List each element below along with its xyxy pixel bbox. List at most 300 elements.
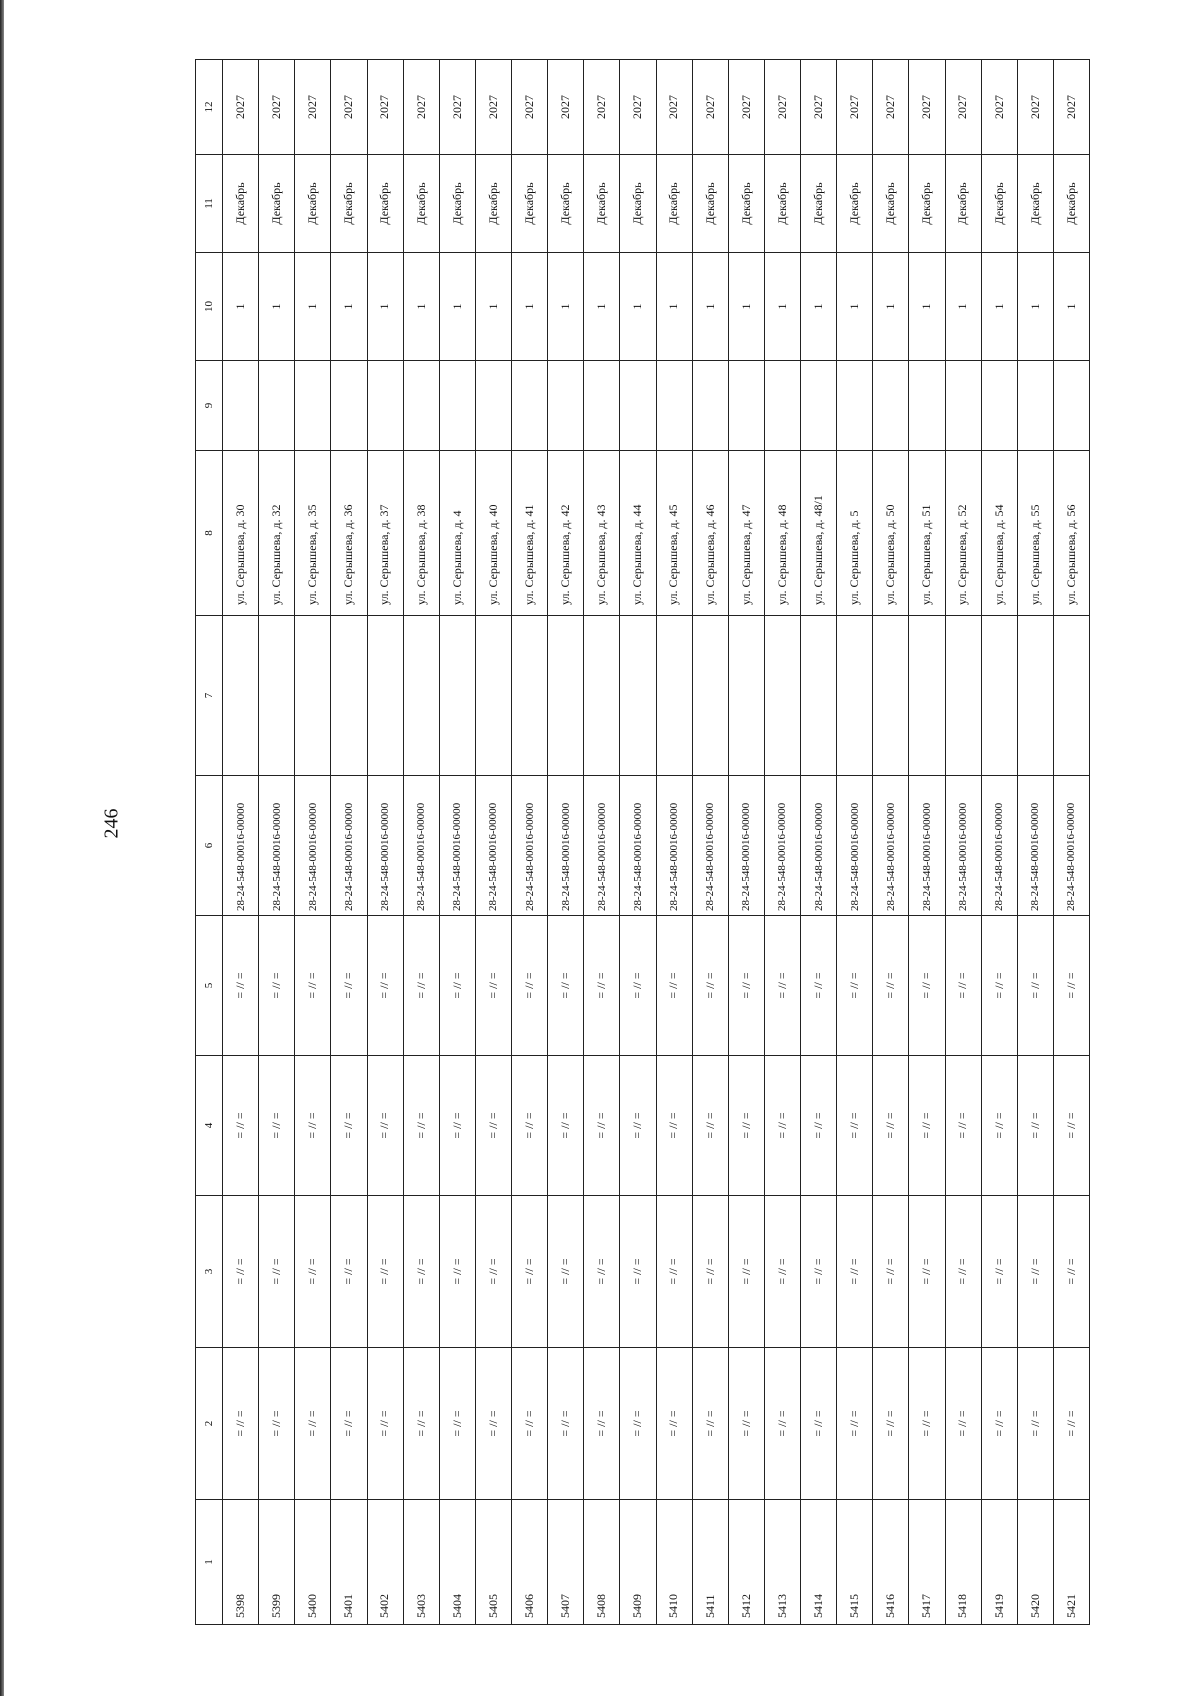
table-cell-col-8: ул. Серышева, д. 48/1 bbox=[801, 451, 837, 616]
table-cell-col-3: = // = bbox=[295, 1196, 331, 1348]
table-cell-col-11: Декабрь bbox=[620, 155, 656, 253]
column-header-6: 6 bbox=[196, 776, 223, 916]
table-cell-col-9 bbox=[259, 361, 295, 451]
table-cell-col-6: 28-24-548-00016-00000 bbox=[548, 776, 584, 916]
table-cell-col-1: 5417 bbox=[909, 1500, 945, 1625]
table-row bbox=[295, 60, 331, 1625]
page-number: 246 bbox=[100, 808, 123, 839]
table-cell-col-12: 2027 bbox=[692, 60, 728, 155]
table-cell-col-4: = // = bbox=[656, 1056, 692, 1196]
column-header-5: 5 bbox=[196, 916, 223, 1056]
table-cell-col-11: Декабрь bbox=[728, 155, 764, 253]
table-cell-col-4: = // = bbox=[512, 1056, 548, 1196]
table-cell-col-10: 1 bbox=[548, 253, 584, 361]
table-row bbox=[692, 60, 728, 1625]
table-cell-col-8: ул. Серышева, д. 30 bbox=[223, 451, 259, 616]
table-cell-col-10: 1 bbox=[584, 253, 620, 361]
table-cell-col-8: ул. Серышева, д. 38 bbox=[403, 451, 439, 616]
table-cell-col-10: 1 bbox=[295, 253, 331, 361]
table-cell-col-12: 2027 bbox=[1017, 60, 1053, 155]
table-cell-col-10: 1 bbox=[692, 253, 728, 361]
table-cell-col-3: = // = bbox=[981, 1196, 1017, 1348]
table-cell-col-10: 1 bbox=[873, 253, 909, 361]
table-cell-col-10: 1 bbox=[1053, 253, 1089, 361]
table-row bbox=[764, 60, 800, 1625]
table-row bbox=[439, 60, 475, 1625]
table-cell-col-10: 1 bbox=[223, 253, 259, 361]
table-row bbox=[837, 60, 873, 1625]
table-cell-col-9 bbox=[945, 361, 981, 451]
table-cell-col-6: 28-24-548-00016-00000 bbox=[728, 776, 764, 916]
table-cell-col-6: 28-24-548-00016-00000 bbox=[764, 776, 800, 916]
table-cell-col-12: 2027 bbox=[223, 60, 259, 155]
table-cell-col-8: ул. Серышева, д. 50 bbox=[873, 451, 909, 616]
table-cell-col-5: = // = bbox=[584, 916, 620, 1056]
table-cell-col-7 bbox=[584, 616, 620, 776]
table-row bbox=[909, 60, 945, 1625]
table-cell-col-11: Декабрь bbox=[801, 155, 837, 253]
table-cell-col-9 bbox=[1053, 361, 1089, 451]
column-header-10: 10 bbox=[196, 253, 223, 361]
table-cell-col-7 bbox=[1017, 616, 1053, 776]
table-cell-col-3: = // = bbox=[620, 1196, 656, 1348]
table-row bbox=[945, 60, 981, 1625]
table-cell-col-10: 1 bbox=[945, 253, 981, 361]
table-cell-col-1: 5408 bbox=[584, 1500, 620, 1625]
table-cell-col-11: Декабрь bbox=[259, 155, 295, 253]
table-cell-col-2: = // = bbox=[801, 1348, 837, 1500]
table-cell-col-11: Декабрь bbox=[909, 155, 945, 253]
table-cell-col-12: 2027 bbox=[656, 60, 692, 155]
table-cell-col-10: 1 bbox=[331, 253, 367, 361]
table-cell-col-6: 28-24-548-00016-00000 bbox=[981, 776, 1017, 916]
table-row bbox=[656, 60, 692, 1625]
table-cell-col-3: = // = bbox=[656, 1196, 692, 1348]
table-row bbox=[584, 60, 620, 1625]
table-row bbox=[1017, 60, 1053, 1625]
table-cell-col-4: = // = bbox=[909, 1056, 945, 1196]
table-cell-col-3: = // = bbox=[837, 1196, 873, 1348]
table-cell-col-5: = // = bbox=[295, 916, 331, 1056]
table-cell-col-12: 2027 bbox=[620, 60, 656, 155]
table-cell-col-4: = // = bbox=[837, 1056, 873, 1196]
table-cell-col-12: 2027 bbox=[367, 60, 403, 155]
table-cell-col-3: = // = bbox=[512, 1196, 548, 1348]
table-cell-col-5: = // = bbox=[475, 916, 511, 1056]
table-cell-col-12: 2027 bbox=[837, 60, 873, 155]
table-cell-col-9 bbox=[764, 361, 800, 451]
table-cell-col-5: = // = bbox=[1017, 916, 1053, 1056]
table-cell-col-3: = // = bbox=[331, 1196, 367, 1348]
table-cell-col-3: = // = bbox=[548, 1196, 584, 1348]
table-row bbox=[1053, 60, 1089, 1625]
table-cell-col-6: 28-24-548-00016-00000 bbox=[403, 776, 439, 916]
table-cell-col-4: = // = bbox=[584, 1056, 620, 1196]
table-cell-col-4: = // = bbox=[620, 1056, 656, 1196]
table-cell-col-8: ул. Серышева, д. 37 bbox=[367, 451, 403, 616]
table-row bbox=[512, 60, 548, 1625]
table-cell-col-6: 28-24-548-00016-00000 bbox=[367, 776, 403, 916]
table-cell-col-11: Декабрь bbox=[367, 155, 403, 253]
table-cell-col-4: = // = bbox=[439, 1056, 475, 1196]
table-cell-col-4: = // = bbox=[728, 1056, 764, 1196]
table-cell-col-2: = // = bbox=[295, 1348, 331, 1500]
table-cell-col-1: 5409 bbox=[620, 1500, 656, 1625]
table-cell-col-3: = // = bbox=[403, 1196, 439, 1348]
table-cell-col-12: 2027 bbox=[259, 60, 295, 155]
table-cell-col-6: 28-24-548-00016-00000 bbox=[873, 776, 909, 916]
table-cell-col-5: = // = bbox=[548, 916, 584, 1056]
table-cell-col-6: 28-24-548-00016-00000 bbox=[584, 776, 620, 916]
table-cell-col-5: = // = bbox=[801, 916, 837, 1056]
table-cell-col-6: 28-24-548-00016-00000 bbox=[1017, 776, 1053, 916]
table-cell-col-4: = // = bbox=[475, 1056, 511, 1196]
table-cell-col-10: 1 bbox=[656, 253, 692, 361]
table-cell-col-12: 2027 bbox=[439, 60, 475, 155]
table-cell-col-2: = // = bbox=[331, 1348, 367, 1500]
table-cell-col-6: 28-24-548-00016-00000 bbox=[439, 776, 475, 916]
table-cell-col-10: 1 bbox=[981, 253, 1017, 361]
table-cell-col-10: 1 bbox=[403, 253, 439, 361]
table-cell-col-12: 2027 bbox=[764, 60, 800, 155]
table-cell-col-8: ул. Серышева, д. 47 bbox=[728, 451, 764, 616]
table-cell-col-11: Декабрь bbox=[475, 155, 511, 253]
table-cell-col-4: = // = bbox=[331, 1056, 367, 1196]
table-cell-col-11: Декабрь bbox=[692, 155, 728, 253]
table-cell-col-5: = // = bbox=[367, 916, 403, 1056]
table-cell-col-11: Декабрь bbox=[981, 155, 1017, 253]
table-cell-col-6: 28-24-548-00016-00000 bbox=[620, 776, 656, 916]
header-row bbox=[196, 60, 223, 1625]
table-cell-col-9 bbox=[367, 361, 403, 451]
table-cell-col-9 bbox=[656, 361, 692, 451]
table-cell-col-8: ул. Серышева, д. 40 bbox=[475, 451, 511, 616]
table-cell-col-8: ул. Серышева, д. 52 bbox=[945, 451, 981, 616]
table-cell-col-5: = // = bbox=[439, 916, 475, 1056]
table-cell-col-3: = // = bbox=[259, 1196, 295, 1348]
table-cell-col-8: ул. Серышева, д. 45 bbox=[656, 451, 692, 616]
table-cell-col-11: Декабрь bbox=[223, 155, 259, 253]
table-cell-col-7 bbox=[295, 616, 331, 776]
table-cell-col-1: 5403 bbox=[403, 1500, 439, 1625]
table-cell-col-9 bbox=[801, 361, 837, 451]
table-cell-col-4: = // = bbox=[548, 1056, 584, 1196]
table-cell-col-4: = // = bbox=[403, 1056, 439, 1196]
table-cell-col-1: 5410 bbox=[656, 1500, 692, 1625]
table-cell-col-7 bbox=[331, 616, 367, 776]
table-cell-col-1: 5402 bbox=[367, 1500, 403, 1625]
table-row bbox=[259, 60, 295, 1625]
table-cell-col-11: Декабрь bbox=[1053, 155, 1089, 253]
table-cell-col-12: 2027 bbox=[728, 60, 764, 155]
table-cell-col-6: 28-24-548-00016-00000 bbox=[295, 776, 331, 916]
table-cell-col-9 bbox=[475, 361, 511, 451]
table-cell-col-4: = // = bbox=[367, 1056, 403, 1196]
table-cell-col-5: = // = bbox=[728, 916, 764, 1056]
table-cell-col-6: 28-24-548-00016-00000 bbox=[909, 776, 945, 916]
table-cell-col-4: = // = bbox=[981, 1056, 1017, 1196]
table-cell-col-8: ул. Серышева, д. 55 bbox=[1017, 451, 1053, 616]
table-cell-col-5: = // = bbox=[692, 916, 728, 1056]
table-cell-col-7 bbox=[259, 616, 295, 776]
table-row bbox=[728, 60, 764, 1625]
table-cell-col-9 bbox=[403, 361, 439, 451]
table-cell-col-10: 1 bbox=[620, 253, 656, 361]
table-cell-col-4: = // = bbox=[692, 1056, 728, 1196]
table-cell-col-10: 1 bbox=[512, 253, 548, 361]
table-cell-col-12: 2027 bbox=[512, 60, 548, 155]
table-cell-col-5: = // = bbox=[512, 916, 548, 1056]
table-cell-col-11: Декабрь bbox=[331, 155, 367, 253]
table-cell-col-3: = // = bbox=[945, 1196, 981, 1348]
table-cell-col-1: 5406 bbox=[512, 1500, 548, 1625]
column-header-1: 1 bbox=[196, 1500, 223, 1625]
table-cell-col-1: 5412 bbox=[728, 1500, 764, 1625]
table-cell-col-7 bbox=[945, 616, 981, 776]
table-header bbox=[196, 60, 223, 1625]
table-row bbox=[873, 60, 909, 1625]
column-header-11: 11 bbox=[196, 155, 223, 253]
table-cell-col-9 bbox=[295, 361, 331, 451]
table-cell-col-6: 28-24-548-00016-00000 bbox=[692, 776, 728, 916]
table-cell-col-12: 2027 bbox=[548, 60, 584, 155]
table-cell-col-6: 28-24-548-00016-00000 bbox=[1053, 776, 1089, 916]
table-cell-col-11: Декабрь bbox=[945, 155, 981, 253]
table-cell-col-12: 2027 bbox=[403, 60, 439, 155]
table-cell-col-5: = // = bbox=[403, 916, 439, 1056]
table-cell-col-4: = // = bbox=[945, 1056, 981, 1196]
table-cell-col-7 bbox=[223, 616, 259, 776]
table-cell-col-2: = // = bbox=[656, 1348, 692, 1500]
table-cell-col-3: = // = bbox=[873, 1196, 909, 1348]
table-cell-col-2: = // = bbox=[1017, 1348, 1053, 1500]
table-cell-col-10: 1 bbox=[475, 253, 511, 361]
table-cell-col-2: = // = bbox=[223, 1348, 259, 1500]
table-row bbox=[548, 60, 584, 1625]
table-cell-col-8: ул. Серышева, д. 51 bbox=[909, 451, 945, 616]
table-cell-col-11: Декабрь bbox=[439, 155, 475, 253]
table-cell-col-9 bbox=[692, 361, 728, 451]
table-cell-col-6: 28-24-548-00016-00000 bbox=[801, 776, 837, 916]
table-cell-col-4: = // = bbox=[1053, 1056, 1089, 1196]
table-cell-col-1: 5401 bbox=[331, 1500, 367, 1625]
table-cell-col-8: ул. Серышева, д. 41 bbox=[512, 451, 548, 616]
table-cell-col-1: 5418 bbox=[945, 1500, 981, 1625]
table-cell-col-10: 1 bbox=[439, 253, 475, 361]
table-cell-col-7 bbox=[981, 616, 1017, 776]
table-cell-col-12: 2027 bbox=[1053, 60, 1089, 155]
table-cell-col-9 bbox=[223, 361, 259, 451]
table-cell-col-7 bbox=[439, 616, 475, 776]
table-cell-col-7 bbox=[475, 616, 511, 776]
table-cell-col-2: = // = bbox=[1053, 1348, 1089, 1500]
table-cell-col-7 bbox=[1053, 616, 1089, 776]
table-row bbox=[801, 60, 837, 1625]
table-row bbox=[475, 60, 511, 1625]
table-cell-col-10: 1 bbox=[801, 253, 837, 361]
table-cell-col-5: = // = bbox=[837, 916, 873, 1056]
table-cell-col-1: 5419 bbox=[981, 1500, 1017, 1625]
table-cell-col-2: = // = bbox=[764, 1348, 800, 1500]
table-cell-col-10: 1 bbox=[764, 253, 800, 361]
table-cell-col-8: ул. Серышева, д. 5 bbox=[837, 451, 873, 616]
table-cell-col-12: 2027 bbox=[331, 60, 367, 155]
table-cell-col-5: = // = bbox=[620, 916, 656, 1056]
table-cell-col-6: 28-24-548-00016-00000 bbox=[656, 776, 692, 916]
table-cell-col-7 bbox=[692, 616, 728, 776]
table-cell-col-12: 2027 bbox=[945, 60, 981, 155]
table-cell-col-4: = // = bbox=[873, 1056, 909, 1196]
table-cell-col-11: Декабрь bbox=[873, 155, 909, 253]
table-cell-col-2: = // = bbox=[584, 1348, 620, 1500]
table-cell-col-2: = // = bbox=[439, 1348, 475, 1500]
table-cell-col-2: = // = bbox=[837, 1348, 873, 1500]
table-cell-col-1: 5407 bbox=[548, 1500, 584, 1625]
column-header-2: 2 bbox=[196, 1348, 223, 1500]
table-cell-col-5: = // = bbox=[1053, 916, 1089, 1056]
table-cell-col-3: = // = bbox=[1017, 1196, 1053, 1348]
table-cell-col-2: = // = bbox=[512, 1348, 548, 1500]
table-cell-col-2: = // = bbox=[367, 1348, 403, 1500]
table-cell-col-3: = // = bbox=[475, 1196, 511, 1348]
table-cell-col-11: Декабрь bbox=[512, 155, 548, 253]
table-cell-col-5: = // = bbox=[259, 916, 295, 1056]
table-cell-col-7 bbox=[873, 616, 909, 776]
table-cell-col-1: 5411 bbox=[692, 1500, 728, 1625]
table-cell-col-11: Декабрь bbox=[656, 155, 692, 253]
table-cell-col-4: = // = bbox=[764, 1056, 800, 1196]
table-cell-col-10: 1 bbox=[837, 253, 873, 361]
table-cell-col-8: ул. Серышева, д. 42 bbox=[548, 451, 584, 616]
table-cell-col-3: = // = bbox=[584, 1196, 620, 1348]
table-cell-col-6: 28-24-548-00016-00000 bbox=[331, 776, 367, 916]
table-cell-col-9 bbox=[837, 361, 873, 451]
table-cell-col-2: = // = bbox=[873, 1348, 909, 1500]
table-cell-col-5: = // = bbox=[945, 916, 981, 1056]
column-header-4: 4 bbox=[196, 1056, 223, 1196]
table-row bbox=[620, 60, 656, 1625]
table-row bbox=[981, 60, 1017, 1625]
table-cell-col-9 bbox=[909, 361, 945, 451]
table-cell-col-8: ул. Серышева, д. 46 bbox=[692, 451, 728, 616]
table-cell-col-10: 1 bbox=[1017, 253, 1053, 361]
table-cell-col-3: = // = bbox=[801, 1196, 837, 1348]
table-row bbox=[331, 60, 367, 1625]
table-cell-col-1: 5413 bbox=[764, 1500, 800, 1625]
table-cell-col-7 bbox=[367, 616, 403, 776]
table-cell-col-2: = // = bbox=[728, 1348, 764, 1500]
table-cell-col-4: = // = bbox=[801, 1056, 837, 1196]
table-cell-col-12: 2027 bbox=[295, 60, 331, 155]
table-cell-col-2: = // = bbox=[945, 1348, 981, 1500]
table-cell-col-2: = // = bbox=[403, 1348, 439, 1500]
table-cell-col-6: 28-24-548-00016-00000 bbox=[837, 776, 873, 916]
scan-edge bbox=[0, 0, 4, 1696]
table-cell-col-5: = // = bbox=[873, 916, 909, 1056]
table-cell-col-8: ул. Серышева, д. 36 bbox=[331, 451, 367, 616]
column-header-7: 7 bbox=[196, 616, 223, 776]
table-cell-col-7 bbox=[512, 616, 548, 776]
table-cell-col-9 bbox=[512, 361, 548, 451]
table-cell-col-8: ул. Серышева, д. 35 bbox=[295, 451, 331, 616]
table-cell-col-11: Декабрь bbox=[548, 155, 584, 253]
table-cell-col-11: Декабрь bbox=[403, 155, 439, 253]
table-cell-col-10: 1 bbox=[367, 253, 403, 361]
column-header-9: 9 bbox=[196, 361, 223, 451]
table-cell-col-7 bbox=[837, 616, 873, 776]
table-cell-col-2: = // = bbox=[692, 1348, 728, 1500]
table-cell-col-4: = // = bbox=[1017, 1056, 1053, 1196]
table-cell-col-3: = // = bbox=[728, 1196, 764, 1348]
table-cell-col-2: = // = bbox=[981, 1348, 1017, 1500]
table-cell-col-7 bbox=[909, 616, 945, 776]
table-cell-col-4: = // = bbox=[259, 1056, 295, 1196]
table-cell-col-3: = // = bbox=[909, 1196, 945, 1348]
table-cell-col-1: 5399 bbox=[259, 1500, 295, 1625]
column-header-12: 12 bbox=[196, 60, 223, 155]
table-cell-col-8: ул. Серышева, д. 4 bbox=[439, 451, 475, 616]
column-header-3: 3 bbox=[196, 1196, 223, 1348]
table-cell-col-11: Декабрь bbox=[1017, 155, 1053, 253]
table-cell-col-7 bbox=[728, 616, 764, 776]
table-cell-col-5: = // = bbox=[656, 916, 692, 1056]
table-cell-col-10: 1 bbox=[259, 253, 295, 361]
table-cell-col-2: = // = bbox=[475, 1348, 511, 1500]
table-cell-col-8: ул. Серышева, д. 32 bbox=[259, 451, 295, 616]
table-cell-col-7 bbox=[801, 616, 837, 776]
table-cell-col-6: 28-24-548-00016-00000 bbox=[223, 776, 259, 916]
table-cell-col-7 bbox=[548, 616, 584, 776]
table-cell-col-7 bbox=[620, 616, 656, 776]
table-cell-col-1: 5404 bbox=[439, 1500, 475, 1625]
table-cell-col-9 bbox=[1017, 361, 1053, 451]
table-cell-col-6: 28-24-548-00016-00000 bbox=[945, 776, 981, 916]
table-cell-col-1: 5420 bbox=[1017, 1500, 1053, 1625]
table-cell-col-9 bbox=[548, 361, 584, 451]
table-cell-col-3: = // = bbox=[367, 1196, 403, 1348]
table-cell-col-2: = // = bbox=[259, 1348, 295, 1500]
table-cell-col-7 bbox=[403, 616, 439, 776]
table-cell-col-1: 5415 bbox=[837, 1500, 873, 1625]
table-cell-col-11: Декабрь bbox=[295, 155, 331, 253]
table-cell-col-7 bbox=[764, 616, 800, 776]
table-cell-col-12: 2027 bbox=[909, 60, 945, 155]
table-row bbox=[403, 60, 439, 1625]
table-cell-col-11: Декабрь bbox=[837, 155, 873, 253]
table-cell-col-5: = // = bbox=[909, 916, 945, 1056]
table-cell-col-3: = // = bbox=[439, 1196, 475, 1348]
table-cell-col-6: 28-24-548-00016-00000 bbox=[475, 776, 511, 916]
table-cell-col-1: 5400 bbox=[295, 1500, 331, 1625]
table-cell-col-7 bbox=[656, 616, 692, 776]
table-cell-col-12: 2027 bbox=[801, 60, 837, 155]
table-cell-col-9 bbox=[439, 361, 475, 451]
table-cell-col-9 bbox=[620, 361, 656, 451]
table-cell-col-2: = // = bbox=[548, 1348, 584, 1500]
table-cell-col-4: = // = bbox=[223, 1056, 259, 1196]
table-cell-col-3: = // = bbox=[1053, 1196, 1089, 1348]
table-cell-col-12: 2027 bbox=[475, 60, 511, 155]
table-row bbox=[367, 60, 403, 1625]
table-cell-col-3: = // = bbox=[223, 1196, 259, 1348]
table-cell-col-9 bbox=[331, 361, 367, 451]
table-cell-col-8: ул. Серышева, д. 44 bbox=[620, 451, 656, 616]
table-cell-col-6: 28-24-548-00016-00000 bbox=[512, 776, 548, 916]
table-cell-col-3: = // = bbox=[764, 1196, 800, 1348]
table-cell-col-12: 2027 bbox=[981, 60, 1017, 155]
table-cell-col-1: 5414 bbox=[801, 1500, 837, 1625]
table-cell-col-5: = // = bbox=[331, 916, 367, 1056]
